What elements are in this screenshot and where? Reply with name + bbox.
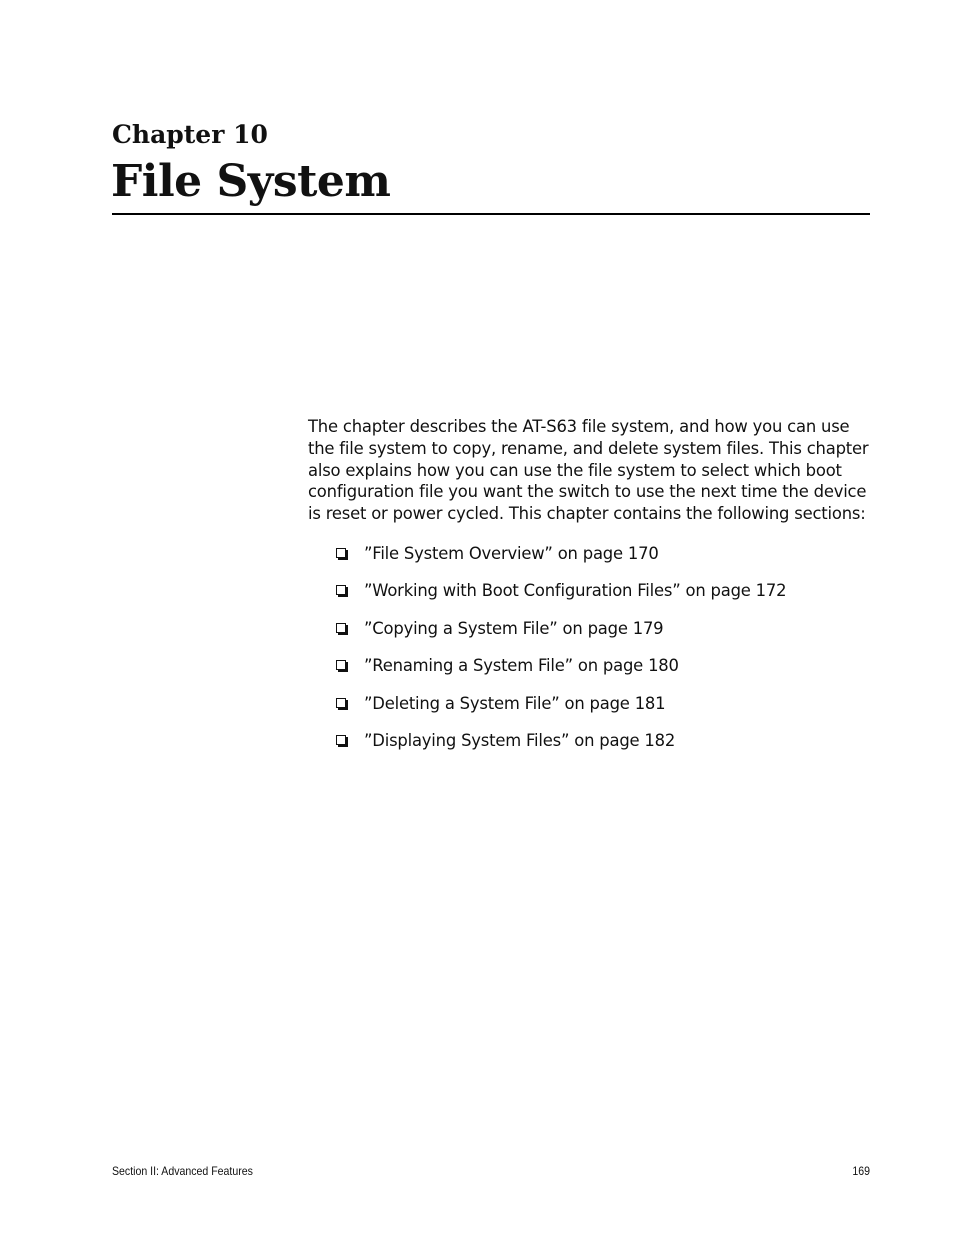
- checkbox-icon: [336, 698, 346, 708]
- checkbox-icon: [336, 548, 346, 558]
- section-link[interactable]: ”File System Overview” on page 170: [364, 544, 659, 563]
- section-link[interactable]: ”Renaming a System File” on page 180: [364, 656, 679, 676]
- section-link[interactable]: ”Displaying System Files” on page 182: [364, 730, 676, 750]
- title-rule: [112, 213, 870, 215]
- chapter-label: Chapter 10: [112, 120, 268, 149]
- footer-section: Section II: Advanced Features: [112, 1164, 253, 1178]
- checkbox-icon: [336, 623, 346, 633]
- chapter-title: File System: [111, 156, 391, 207]
- intro-paragraph: The chapter describes the AT-S63 file system, and how you can use the file system to copy, rename, and delete system files. This chapter also explains how you can use the file system to select which boot configuration file you want the switch to use the next time the device is reset or power cycled. This chapter contains the following sections:: [308, 417, 869, 524]
- footer-page-number: 169: [852, 1164, 870, 1178]
- checkbox-icon: [336, 735, 346, 745]
- section-link[interactable]: ”Copying a System File” on page 179: [364, 618, 664, 638]
- section-link[interactable]: ”Deleting a System File” on page 181: [364, 693, 666, 713]
- section-link[interactable]: ”Working with Boot Configuration Files” on page 172: [364, 581, 787, 601]
- checkbox-icon: [336, 585, 346, 595]
- checkbox-icon: [336, 660, 346, 670]
